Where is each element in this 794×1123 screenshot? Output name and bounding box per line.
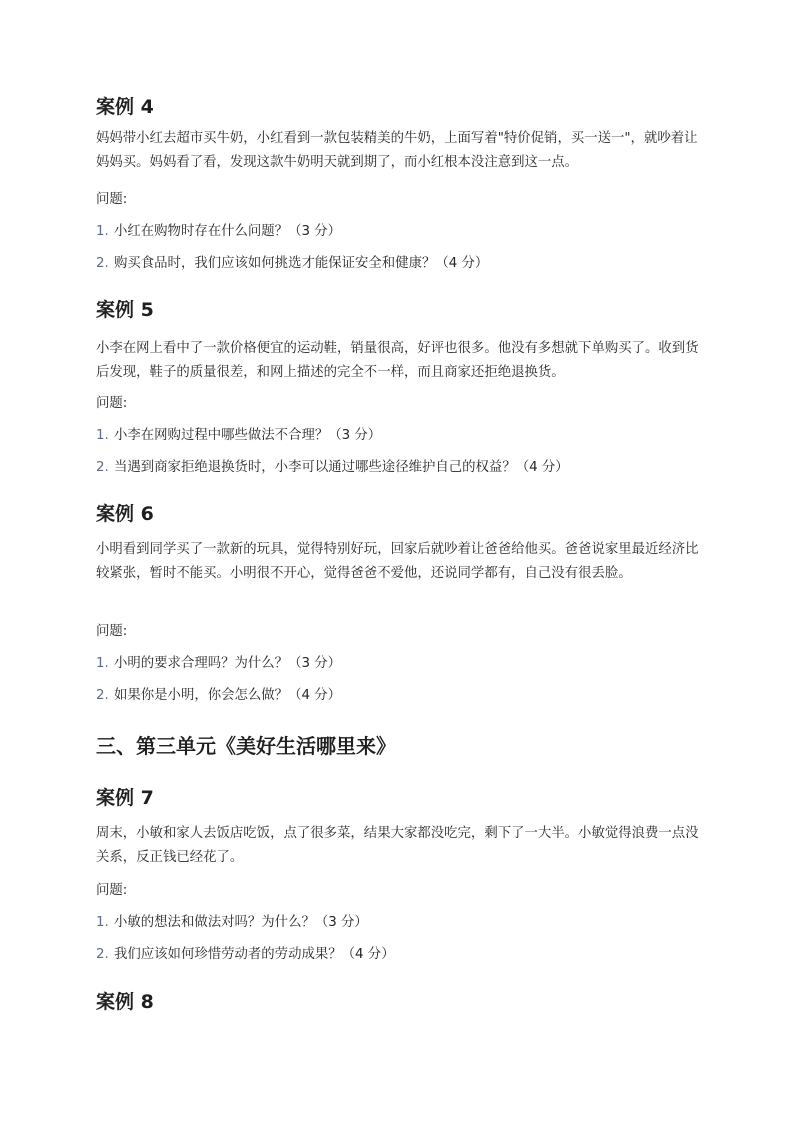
case-6-question-label: 问题:: [96, 624, 128, 639]
case-8-title: 案例 8: [96, 991, 154, 1013]
case-7-question-2: [96, 945, 395, 965]
case-5-body: 小李在网上看中了一款价格便宜的运动鞋，销量很高，好评也很多。他没有多想就下单购买了。收到货后发现，鞋子的质量很差，和网上描述的完全不一样，而且商家还拒绝退换货。: [96, 341, 699, 380]
question-text: 购买食品时，我们应该如何挑选才能保证安全和健康？（4 分）: [114, 256, 489, 271]
question-number: 1.: [96, 224, 109, 239]
case-7-title: 案例 7: [96, 787, 154, 809]
case-6-question-1: [96, 654, 341, 674]
question-text: 当遇到商家拒绝退换货时，小李可以通过哪些途径维护自己的权益？（4 分）: [114, 460, 569, 475]
case-7-body: 周末，小敏和家人去饭店吃饭，点了很多菜，结果大家都没吃完，剩下了一大半。小敏觉得浪费一点没关系，反正钱已经花了。: [96, 826, 699, 865]
unit-3-heading: 三、第三单元《美好生活哪里来》: [96, 734, 396, 758]
question-number: 2.: [96, 460, 109, 475]
case-5-question-2: [96, 458, 569, 478]
question-number: 1.: [96, 428, 109, 443]
case-4-body: 妈妈带小红去超市买牛奶，小红看到一款包装精美的牛奶，上面写着"特价促销，买一送一"，就吵着让妈妈买。妈妈看了看，发现这款牛奶明天就到期了，而小红根本没注意到这一点。: [96, 131, 698, 170]
case-7-question-label: 问题:: [96, 883, 128, 898]
question-number: 1.: [96, 915, 109, 930]
case-5-question-label: 问题:: [96, 396, 128, 411]
case-5-title: 案例 5: [96, 299, 154, 321]
question-number: 1.: [96, 656, 109, 671]
question-number: 2.: [96, 688, 109, 703]
question-text: 小明的要求合理吗？为什么？（3 分）: [114, 656, 342, 671]
question-text: 如果你是小明，你会怎么做？（4 分）: [114, 688, 342, 703]
question-number: 2.: [96, 256, 109, 271]
question-text: 小红在购物时存在什么问题？（3 分）: [114, 224, 342, 239]
case-4-question-1: [96, 222, 341, 242]
question-text: 我们应该如何珍惜劳动者的劳动成果？（4 分）: [114, 947, 395, 962]
question-text: 小敏的想法和做法对吗？为什么？（3 分）: [114, 915, 368, 930]
question-text: 小李在网购过程中哪些做法不合理？（3 分）: [114, 428, 382, 443]
case-6-question-2: [96, 686, 341, 706]
case-4-question-label: 问题:: [96, 192, 128, 207]
case-6-body: 小明看到同学买了一款新的玩具，觉得特别好玩，回家后就吵着让爸爸给他买。爸爸说家里最近经济比较紧张，暂时不能买。小明很不开心，觉得爸爸不爱他，还说同学都有，自己没有很丢脸。: [96, 542, 699, 581]
case-6-title: 案例 6: [96, 503, 154, 525]
question-number: 2.: [96, 947, 109, 962]
case-5-question-1: [96, 426, 381, 446]
case-4-question-2: [96, 254, 488, 274]
case-7-question-1: [96, 913, 368, 933]
case-4-title: 案例 4: [96, 96, 154, 118]
